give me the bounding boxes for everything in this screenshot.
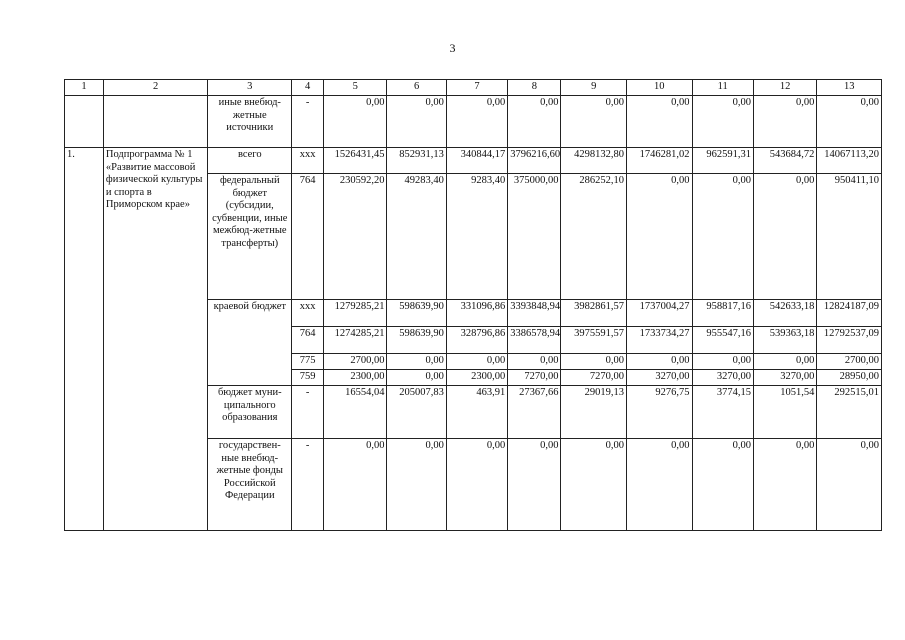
budget-code: 775 <box>292 354 324 370</box>
amount-cell: 3393848,94 <box>508 300 561 327</box>
amount-cell: 3270,00 <box>753 370 816 386</box>
subprogram-number: 1. <box>65 148 104 531</box>
amount-cell: 0,00 <box>692 439 753 531</box>
amount-cell: 0,00 <box>753 174 816 300</box>
amount-cell: 0,00 <box>387 354 446 370</box>
amount-cell: 1274285,21 <box>323 327 386 354</box>
amount-cell: 0,00 <box>446 439 507 531</box>
amount-cell: 292515,01 <box>817 386 882 439</box>
amount-cell: 3982861,57 <box>561 300 627 327</box>
column-header: 10 <box>627 80 693 96</box>
amount-cell: 852931,13 <box>387 148 446 174</box>
amount-cell: 0,00 <box>753 354 816 370</box>
amount-cell: 0,00 <box>817 96 882 148</box>
amount-cell: 463,91 <box>446 386 507 439</box>
amount-cell: 0,00 <box>692 174 753 300</box>
subprogram-name: Подпрограмма № 1 «Развитие массовой физической культуры и спорта в Приморском крае» <box>103 148 207 531</box>
amount-cell: 962591,31 <box>692 148 753 174</box>
page-number: 3 <box>449 41 456 55</box>
budget-code: 759 <box>292 370 324 386</box>
amount-cell: 3975591,57 <box>561 327 627 354</box>
amount-cell: 598639,90 <box>387 300 446 327</box>
amount-cell: 0,00 <box>387 439 446 531</box>
column-header: 12 <box>753 80 816 96</box>
amount-cell: 331096,86 <box>446 300 507 327</box>
amount-cell: 0,00 <box>753 439 816 531</box>
budget-code: 764 <box>292 327 324 354</box>
column-header: 11 <box>692 80 753 96</box>
amount-cell: 375000,00 <box>508 174 561 300</box>
amount-cell: 0,00 <box>627 354 693 370</box>
amount-cell: 2300,00 <box>323 370 386 386</box>
amount-cell: 539363,18 <box>753 327 816 354</box>
amount-cell: 340844,17 <box>446 148 507 174</box>
column-header: 1 <box>65 80 104 96</box>
funding-source: краевой бюджет <box>208 300 292 386</box>
amount-cell: 2700,00 <box>817 354 882 370</box>
amount-cell: 955547,16 <box>692 327 753 354</box>
budget-table <box>64 79 882 531</box>
column-header: 8 <box>508 80 561 96</box>
amount-cell: 0,00 <box>627 96 693 148</box>
amount-cell: 12792537,09 <box>817 327 882 354</box>
amount-cell: 542633,18 <box>753 300 816 327</box>
amount-cell: 0,00 <box>508 96 561 148</box>
column-header: 3 <box>208 80 292 96</box>
amount-cell: 0,00 <box>446 354 507 370</box>
empty-cell <box>103 96 207 148</box>
amount-cell: 3270,00 <box>692 370 753 386</box>
amount-cell: 1746281,02 <box>627 148 693 174</box>
amount-cell: 205007,83 <box>387 386 446 439</box>
column-header: 6 <box>387 80 446 96</box>
amount-cell: 29019,13 <box>561 386 627 439</box>
amount-cell: 0,00 <box>323 439 386 531</box>
amount-cell: 958817,16 <box>692 300 753 327</box>
empty-cell <box>65 96 104 148</box>
budget-code: - <box>292 439 324 531</box>
amount-cell: 16554,04 <box>323 386 386 439</box>
amount-cell: 0,00 <box>387 96 446 148</box>
amount-cell: 9276,75 <box>627 386 693 439</box>
amount-cell: 27367,66 <box>508 386 561 439</box>
amount-cell: 230592,20 <box>323 174 386 300</box>
amount-cell: 1051,54 <box>753 386 816 439</box>
amount-cell: 328796,86 <box>446 327 507 354</box>
amount-cell: 0,00 <box>446 96 507 148</box>
amount-cell: 3796216,60 <box>508 148 561 174</box>
funding-source: иные внебюд-жетные источники <box>208 96 292 148</box>
column-header: 9 <box>561 80 627 96</box>
amount-cell: 0,00 <box>692 96 753 148</box>
budget-code: 764 <box>292 174 324 300</box>
amount-cell: 3386578,94 <box>508 327 561 354</box>
amount-cell: 0,00 <box>817 439 882 531</box>
column-header: 5 <box>323 80 386 96</box>
budget-code: xxx <box>292 300 324 327</box>
funding-source: бюджет муни-ципального образования <box>208 386 292 439</box>
amount-cell: 14067113,20 <box>817 148 882 174</box>
table-row-total <box>65 148 882 174</box>
amount-cell: 0,00 <box>627 439 693 531</box>
amount-cell: 1733734,27 <box>627 327 693 354</box>
amount-cell: 0,00 <box>323 96 386 148</box>
amount-cell: 7270,00 <box>561 370 627 386</box>
amount-cell: 0,00 <box>753 96 816 148</box>
amount-cell: 950411,10 <box>817 174 882 300</box>
column-number-row <box>65 80 882 96</box>
amount-cell: 7270,00 <box>508 370 561 386</box>
budget-code: - <box>292 386 324 439</box>
amount-cell: 2700,00 <box>323 354 386 370</box>
amount-cell: 0,00 <box>508 354 561 370</box>
amount-cell: 0,00 <box>561 354 627 370</box>
funding-source: федеральный бюджет (субсидии, субвенции, иные межбюд-жетные трансферты) <box>208 174 292 300</box>
amount-cell: 28950,00 <box>817 370 882 386</box>
amount-cell: 12824187,09 <box>817 300 882 327</box>
column-header: 2 <box>103 80 207 96</box>
amount-cell: 0,00 <box>561 96 627 148</box>
column-header: 7 <box>446 80 507 96</box>
amount-cell: 0,00 <box>508 439 561 531</box>
amount-cell: 9283,40 <box>446 174 507 300</box>
column-header: 4 <box>292 80 324 96</box>
amount-cell: 3774,15 <box>692 386 753 439</box>
amount-cell: 1737004,27 <box>627 300 693 327</box>
amount-cell: 286252,10 <box>561 174 627 300</box>
budget-code: - <box>292 96 324 148</box>
funding-source: государствен-ные внебюд-жетные фонды Российской Федерации <box>208 439 292 531</box>
amount-cell: 1279285,21 <box>323 300 386 327</box>
table-row-other-sources <box>65 96 882 148</box>
amount-cell: 2300,00 <box>446 370 507 386</box>
amount-cell: 0,00 <box>561 439 627 531</box>
amount-cell: 543684,72 <box>753 148 816 174</box>
column-header: 13 <box>817 80 882 96</box>
amount-cell: 0,00 <box>692 354 753 370</box>
amount-cell: 1526431,45 <box>323 148 386 174</box>
funding-source: всего <box>208 148 292 174</box>
amount-cell: 3270,00 <box>627 370 693 386</box>
budget-code: xxx <box>292 148 324 174</box>
amount-cell: 4298132,80 <box>561 148 627 174</box>
amount-cell: 0,00 <box>387 370 446 386</box>
amount-cell: 49283,40 <box>387 174 446 300</box>
amount-cell: 0,00 <box>627 174 693 300</box>
amount-cell: 598639,90 <box>387 327 446 354</box>
